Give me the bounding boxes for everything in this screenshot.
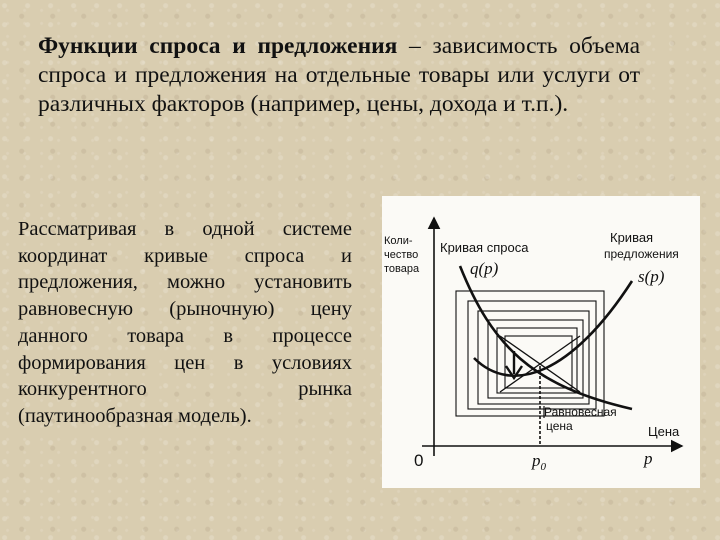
y-axis-label-line: чество: [384, 249, 419, 261]
definition-term: Функции спроса и предложения: [38, 33, 398, 59]
demand-label: Кривая спроса: [440, 240, 529, 255]
definition-paragraph: [38, 32, 640, 119]
y-axis-label-line: Коли-: [384, 235, 413, 247]
cobweb-rect: [488, 320, 583, 398]
equilibrium-label-line: цена: [546, 419, 573, 433]
price-axis-symbol: p: [644, 449, 653, 468]
origin-label: 0: [414, 451, 424, 470]
cobweb-description: Рассматривая в одной системе координат кривые спроса и предложения, можно установить равновесную (рыночную) цену данного товара в процессе формирования цен в условиях конкурентного рынка (паутинообразная модель).: [18, 218, 352, 427]
cobweb-rectangles: [456, 291, 604, 416]
x-axis-label: Цена: [648, 424, 680, 439]
equilibrium-label-line: Равновесная: [544, 405, 617, 419]
definition-dash: –: [409, 33, 421, 59]
p0-subscript: 0: [540, 461, 546, 473]
supply-symbol: s(p): [638, 267, 665, 286]
definition-text: зависимость объема спроса и предложения на отдельные товары или услуги от различных факторов (например, цены, дохода и т.п.).: [38, 33, 640, 117]
cobweb-diagram-svg: [382, 196, 700, 488]
demand-symbol: q(p): [470, 259, 499, 278]
cobweb-rect: [497, 328, 577, 393]
y-axis-label-line: товара: [384, 263, 420, 275]
p0-label: [531, 451, 547, 473]
p0-letter: p: [532, 451, 541, 470]
cobweb-diagram: [382, 196, 700, 488]
supply-label-line: предложения: [604, 247, 679, 261]
supply-label-line: Кривая: [610, 230, 654, 245]
